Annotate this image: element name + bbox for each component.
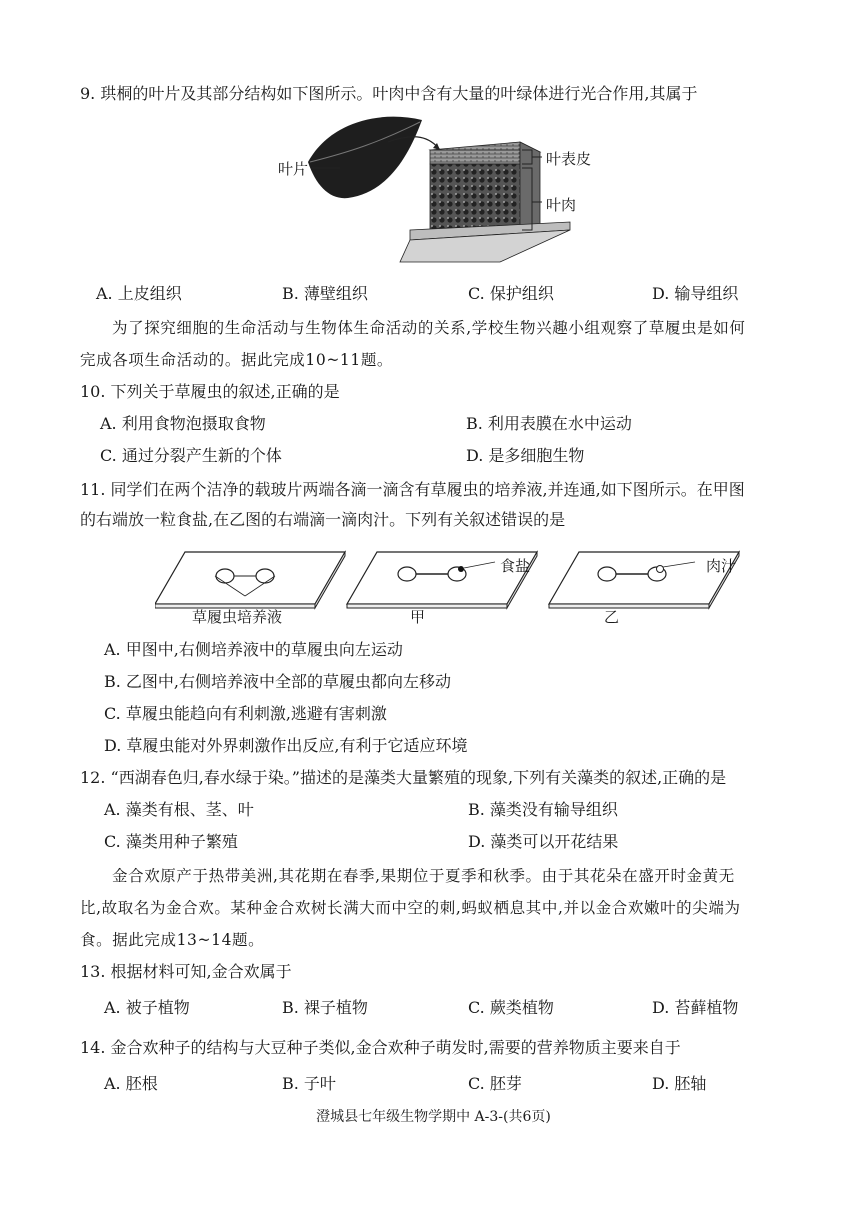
mesophyll-label: 叶肉 [546,196,577,214]
q10-option-b: B. 利用表膜在水中运动 [466,414,632,433]
slide-3-label: 乙 [604,608,620,626]
epidermis-label: 叶表皮 [546,150,592,168]
q13-option-b: B. 裸子植物 [282,998,368,1017]
q14-option-a: A. 胚根 [104,1074,158,1093]
page-footer: 澄城县七年级生物学期中 A-3-(共6页) [316,1109,551,1125]
material-1-line-1: 为了探究细胞的生命活动与生物体生命活动的关系,学校生物兴趣小组观察了草履虫是如何 [112,319,746,337]
meat-juice-icon [657,566,664,573]
leaf-label: 叶片 [278,160,309,178]
q11-option-a: A. 甲图中,右侧培养液中的草履虫向左运动 [104,640,403,659]
material-2-line-3: 食。据此完成13~14题。 [80,931,265,949]
q11-stem-line-2: 的右端放一粒食盐,在乙图的右端滴一滴肉汁。下列有关叙述错误的是 [80,510,566,529]
salt-label: 食盐 [500,557,531,575]
q9-option-b: B. 薄壁组织 [282,284,368,303]
leaf-structure-figure [270,112,630,272]
slide-culture [155,552,345,608]
slides-figure [155,548,755,610]
q12-option-c: C. 藻类用种子繁殖 [104,832,238,851]
q9-option-c: C. 保护组织 [468,284,554,303]
q11-option-b: B. 乙图中,右侧培养液中全部的草履虫都向左移动 [104,672,452,691]
q13-option-a: A. 被子植物 [104,998,190,1017]
meat-juice-label: 肉汁 [706,557,737,575]
q12-option-a: A. 藻类有根、茎、叶 [104,800,254,819]
q14-stem: 14. 金合欢种子的结构与大豆种子类似,金合欢种子萌发时,需要的营养物质主要来自于 [80,1038,681,1057]
q10-stem: 10. 下列关于草履虫的叙述,正确的是 [80,382,340,401]
q14-option-b: B. 子叶 [282,1074,336,1093]
q11-option-d: D. 草履虫能对外界刺激作出反应,有利于它适应环境 [104,736,468,755]
q9-option-a: A. 上皮组织 [96,284,182,303]
q13-stem: 13. 根据材料可知,金合欢属于 [80,962,292,981]
slide-2-label: 甲 [410,608,426,626]
q13-option-d: D. 苔藓植物 [652,998,739,1017]
q14-option-d: D. 胚轴 [652,1074,707,1093]
q9-stem: 9. 珙桐的叶片及其部分结构如下图所示。叶肉中含有大量的叶绿体进行光合作用,其属于 [80,84,698,103]
q9-option-d: D. 输导组织 [652,284,739,303]
q12-option-d: D. 藻类可以开花结果 [468,832,619,851]
material-2-line-1: 金合欢原产于热带美洲,其花期在春季,果期位于夏季和秋季。由于其花朵在盛开时金黄无 [112,867,735,885]
material-2-line-2: 比,故取名为金合欢。某种金合欢树长满大而中空的刺,蚂蚁栖息其中,并以金合欢嫩叶的尖端为 [80,899,741,917]
q11-option-c: C. 草履虫能趋向有利刺激,逃避有害刺激 [104,704,387,723]
q14-option-c: C. 胚芽 [468,1074,522,1093]
salt-icon [458,566,464,572]
q10-option-d: D. 是多细胞生物 [466,446,585,465]
slide-1-label: 草履虫培养液 [192,608,283,626]
q11-stem-line-1: 11. 同学们在两个洁净的载玻片两端各滴一滴含有草履虫的培养液,并连通,如下图所示。在甲图 [80,480,745,499]
q13-option-c: C. 蕨类植物 [468,998,554,1017]
q12-option-b: B. 藻类没有输导组织 [468,800,618,819]
material-1-line-2: 完成各项生命活动的。据此完成10~11题。 [80,351,394,369]
q12-stem: 12. “西湖春色归,春水绿于染。”描述的是藻类大量繁殖的现象,下列有关藻类的叙述,正确的是 [80,768,727,787]
q10-option-c: C. 通过分裂产生新的个体 [100,446,282,465]
q10-option-a: A. 利用食物泡摄取食物 [100,414,266,433]
